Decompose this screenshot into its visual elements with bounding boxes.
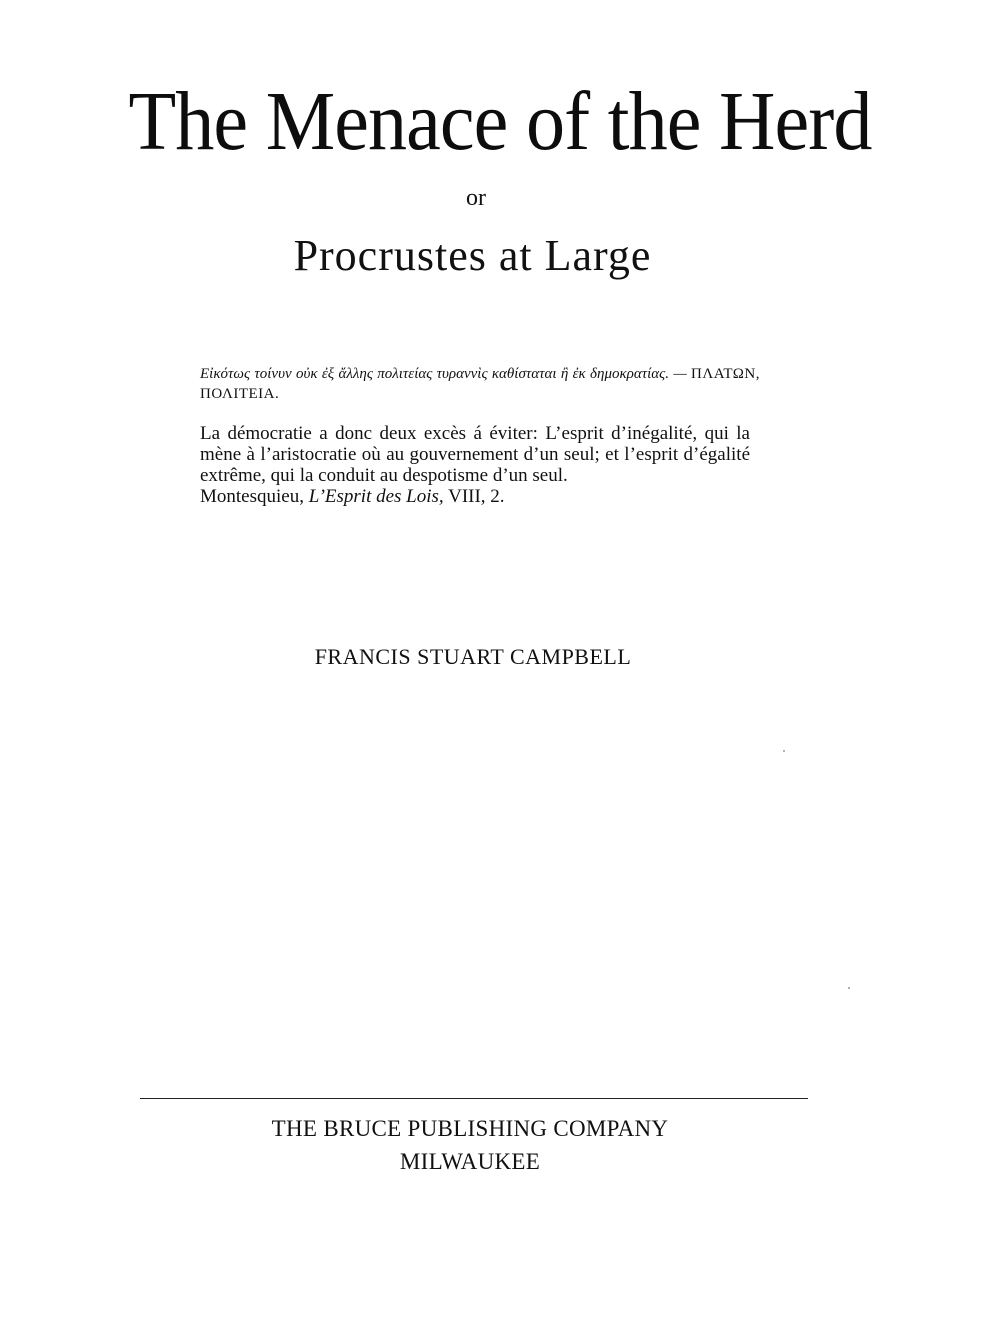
title-conjunction: or: [466, 185, 486, 211]
citation-reference: VIII, 2.: [448, 486, 505, 507]
publisher-divider: [140, 1098, 808, 1099]
greek-epigraph-attribution: ΠΛΑΤΩΝ, ΠΟΛΙΤΕΙΑ.: [200, 366, 760, 402]
book-title: The Menace of the Herd: [128, 75, 872, 168]
publisher-name: THE BRUCE PUBLISHING COMPANY: [271, 1116, 669, 1141]
book-subtitle: Procrustes at Large: [293, 231, 652, 280]
publisher-city: MILWAUKEE: [399, 1149, 541, 1174]
french-epigraph-text: La démocratie a donc deux excès á éviter: L’esprit d’inégalité, qui la mène à l’aristocratie où au gouvernement d’un seul; et l’esprit d’égalité extrême, qui la conduit au despotisme d’un seul.: [200, 423, 750, 486]
citation-author: Montesquieu,: [200, 486, 304, 507]
author-name: FRANCIS STUART CAMPBELL: [314, 644, 632, 669]
greek-epigraph: [200, 364, 760, 404]
scan-speck: [848, 987, 850, 989]
greek-epigraph-text: Εἰκότως τοίνυν οὐκ ἐξ ἄλλης πολιτείας τυραννὶς καθίσταται ἢ ἐκ δημοκρατίας. —: [200, 366, 687, 382]
scan-speck: [783, 750, 785, 752]
citation-work: L’Esprit des Lois,: [308, 486, 444, 507]
french-epigraph: [200, 423, 750, 507]
french-epigraph-citation: [200, 486, 750, 507]
